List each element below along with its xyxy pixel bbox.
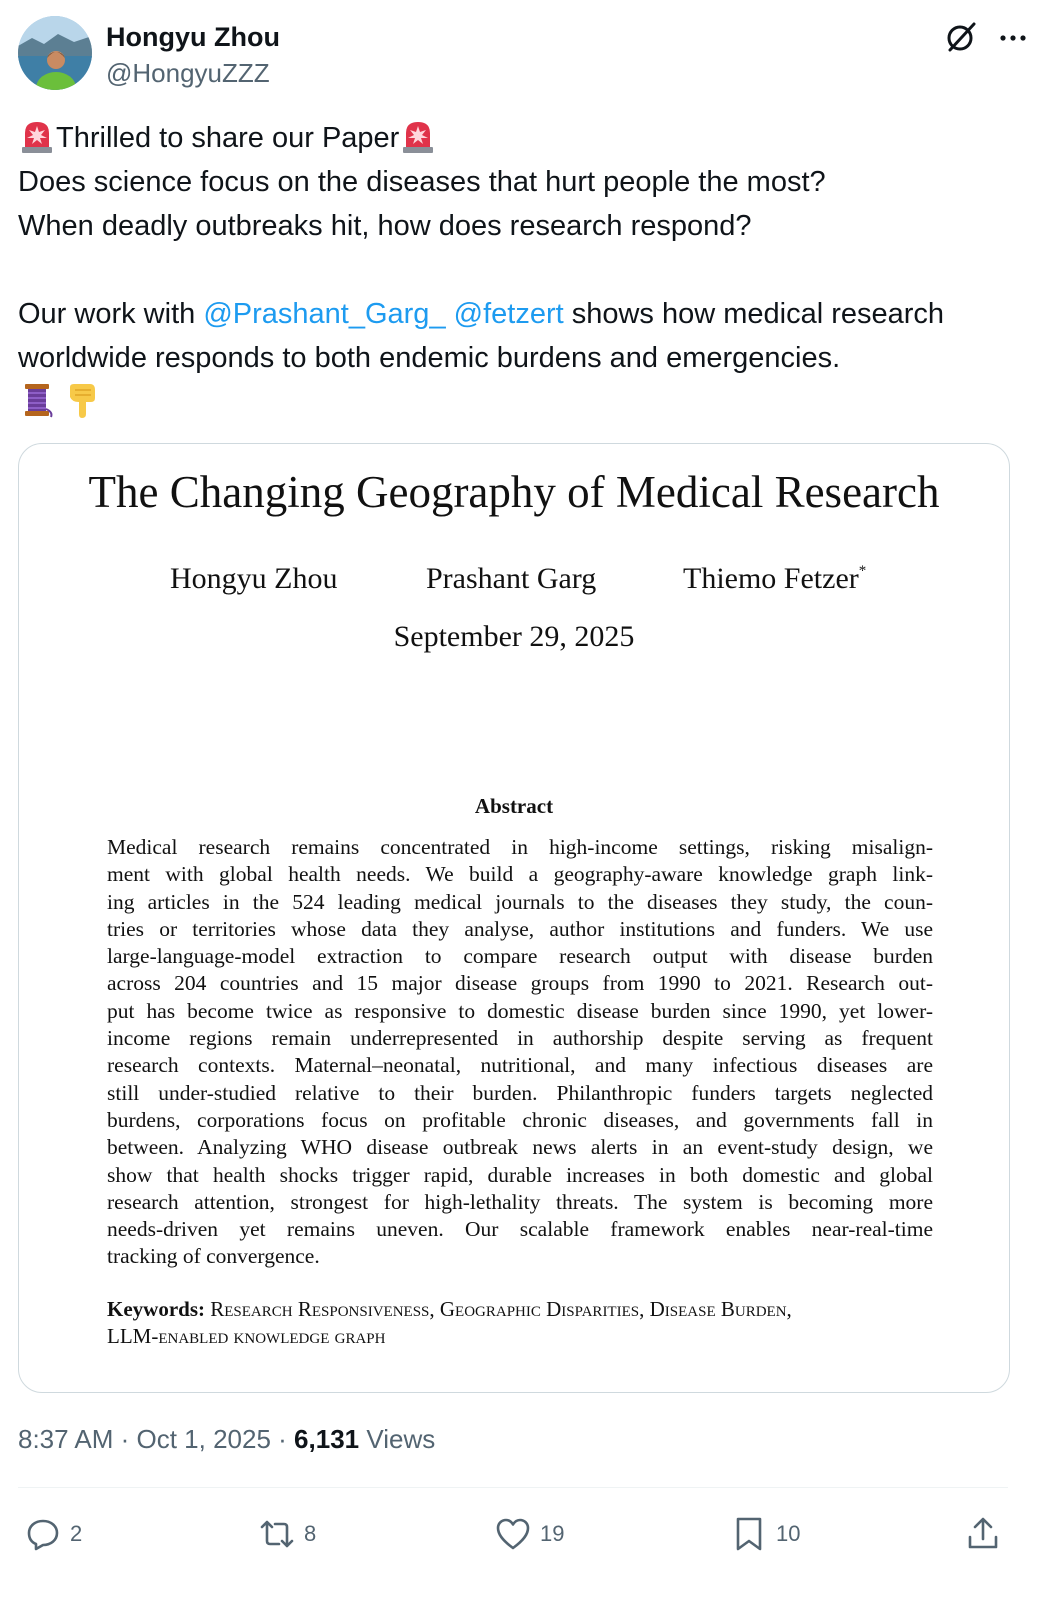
abstract-line: still under-studied relative to their burden. Philanthropic funders targets neglected (107, 1080, 933, 1105)
tweet-line-4-suffix: shows how medical research (571, 298, 945, 330)
tweet-line-4-prefix: Our work with (18, 298, 204, 330)
tweet-line-1-text: Thrilled to share our Paper (56, 122, 400, 154)
repost-button[interactable] (258, 1506, 316, 1562)
more-icon[interactable] (996, 20, 1030, 54)
reply-icon (24, 1515, 62, 1553)
paper-title: The Changing Geography of Medical Research (88, 467, 940, 517)
keywords-line-1 (107, 1296, 933, 1323)
paper-author-1: Hongyu Zhou (170, 562, 338, 595)
keywords-line-2: LLM-enabled knowledge graph (107, 1324, 386, 1348)
tweet-blank-line (18, 248, 1018, 292)
share-button[interactable] (964, 1506, 1010, 1562)
share-icon (964, 1515, 1002, 1553)
like-count: 19 (540, 1521, 565, 1546)
like-button[interactable] (494, 1506, 564, 1562)
abstract-heading: Abstract (474, 794, 554, 818)
thread-spool-icon (18, 381, 56, 419)
police-light-icon (399, 117, 437, 155)
action-bar (18, 1506, 1008, 1562)
abstract-line: ing articles in the 524 leading medical journals to the diseases they study, the coun- (107, 889, 933, 914)
police-light-icon (18, 117, 56, 155)
abstract-line: show that health shocks trigger rapid, durable increases in both domestic and global (107, 1162, 933, 1187)
reply-button[interactable] (24, 1506, 82, 1562)
tweet-line-3: When deadly outbreaks hit, how does research respond? (18, 210, 752, 242)
mention-prashant-garg[interactable]: @Prashant_Garg_ (203, 298, 446, 330)
meta-separator: · (270, 1424, 295, 1454)
avatar[interactable] (18, 16, 92, 90)
abstract-line: income regions remain underrepresented in authorship despite serving as frequent (107, 1026, 933, 1051)
heart-icon (494, 1515, 532, 1553)
abstract-line: tracking of convergence. (107, 1244, 320, 1269)
paper-author-3-name: Thiemo Fetzer (683, 562, 859, 595)
keywords-list-1: Research Responsiveness, Geographic Disparities, Disease Burden, (210, 1297, 792, 1321)
abstract-line: between. Analyzing WHO disease outbreak news alerts in an event-study design, we (107, 1135, 933, 1160)
tweet-line-2: Does science focus on the diseases that hurt people the most? (18, 166, 826, 198)
views-label: Views (359, 1424, 436, 1454)
tweet-text (18, 116, 1018, 424)
views-count: 6,131 (294, 1424, 360, 1454)
keywords (107, 1296, 933, 1350)
abstract-body (107, 834, 933, 1271)
repost-icon (258, 1515, 296, 1553)
abstract-line: research attention, strongest for high-lethality threats. The system is becoming more (107, 1189, 933, 1214)
tweet-line-6 (18, 380, 1018, 424)
display-name[interactable]: Hongyu Zhou (106, 22, 280, 52)
author-footnote-mark: * (858, 563, 867, 579)
abstract-line: burdens, corporations focus on profitable chronic diseases, and governments fall in (107, 1107, 933, 1132)
abstract-line: research contexts. Maternal–neonatal, nutritional, and many infectious diseases are (107, 1053, 933, 1078)
repost-count: 8 (304, 1521, 317, 1546)
abstract-line: large-language-model extraction to compare research output with disease burden (107, 944, 933, 969)
meta-separator: · (113, 1424, 137, 1454)
user-handle[interactable]: @HongyuZZZ (106, 58, 270, 88)
abstract-line: needs-driven yet remains uneven. Our scalable framework enables near-real-time (107, 1217, 933, 1242)
mention-fetzert[interactable]: @fetzert (453, 298, 564, 330)
tweet-line-4 (18, 292, 1018, 336)
pointing-down-icon (64, 381, 102, 419)
tweet-line-5: worldwide responds to both endemic burdens and emergencies. (18, 342, 841, 374)
bookmark-count: 10 (776, 1521, 801, 1546)
tweet-date[interactable]: Oct 1, 2025 (136, 1424, 271, 1454)
paper-date: September 29, 2025 (393, 620, 635, 653)
tweet-header (18, 16, 1030, 96)
keywords-colon: : (198, 1297, 205, 1321)
abstract-line: ment with global health needs. We build a geography-aware knowledge graph link- (107, 862, 933, 887)
bookmark-icon (730, 1515, 768, 1553)
reply-count: 2 (70, 1521, 83, 1546)
bookmark-button[interactable] (730, 1506, 800, 1562)
abstract-line: across 204 countries and 15 major disease groups from 1990 to 2021. Research out- (107, 971, 933, 996)
abstract-line: put has become twice as responsive to domestic disease burden since 1990, yet lower- (107, 998, 933, 1023)
grok-icon[interactable] (944, 20, 978, 54)
tweet-line-1 (18, 116, 1018, 160)
abstract-line: Medical research remains concentrated in high-income settings, risking misalign- (107, 835, 933, 859)
paper-image-card[interactable] (18, 443, 1010, 1393)
tweet-time[interactable]: 8:37 AM (18, 1424, 114, 1454)
divider (18, 1487, 1008, 1488)
abstract-line: tries or territories whose data they analyse, author institutions and funders. We use (107, 916, 933, 941)
paper-author-3 (683, 562, 866, 596)
tweet-meta (18, 1424, 435, 1455)
paper-author-2: Prashant Garg (426, 562, 597, 595)
keywords-label: Keywords (107, 1297, 198, 1321)
